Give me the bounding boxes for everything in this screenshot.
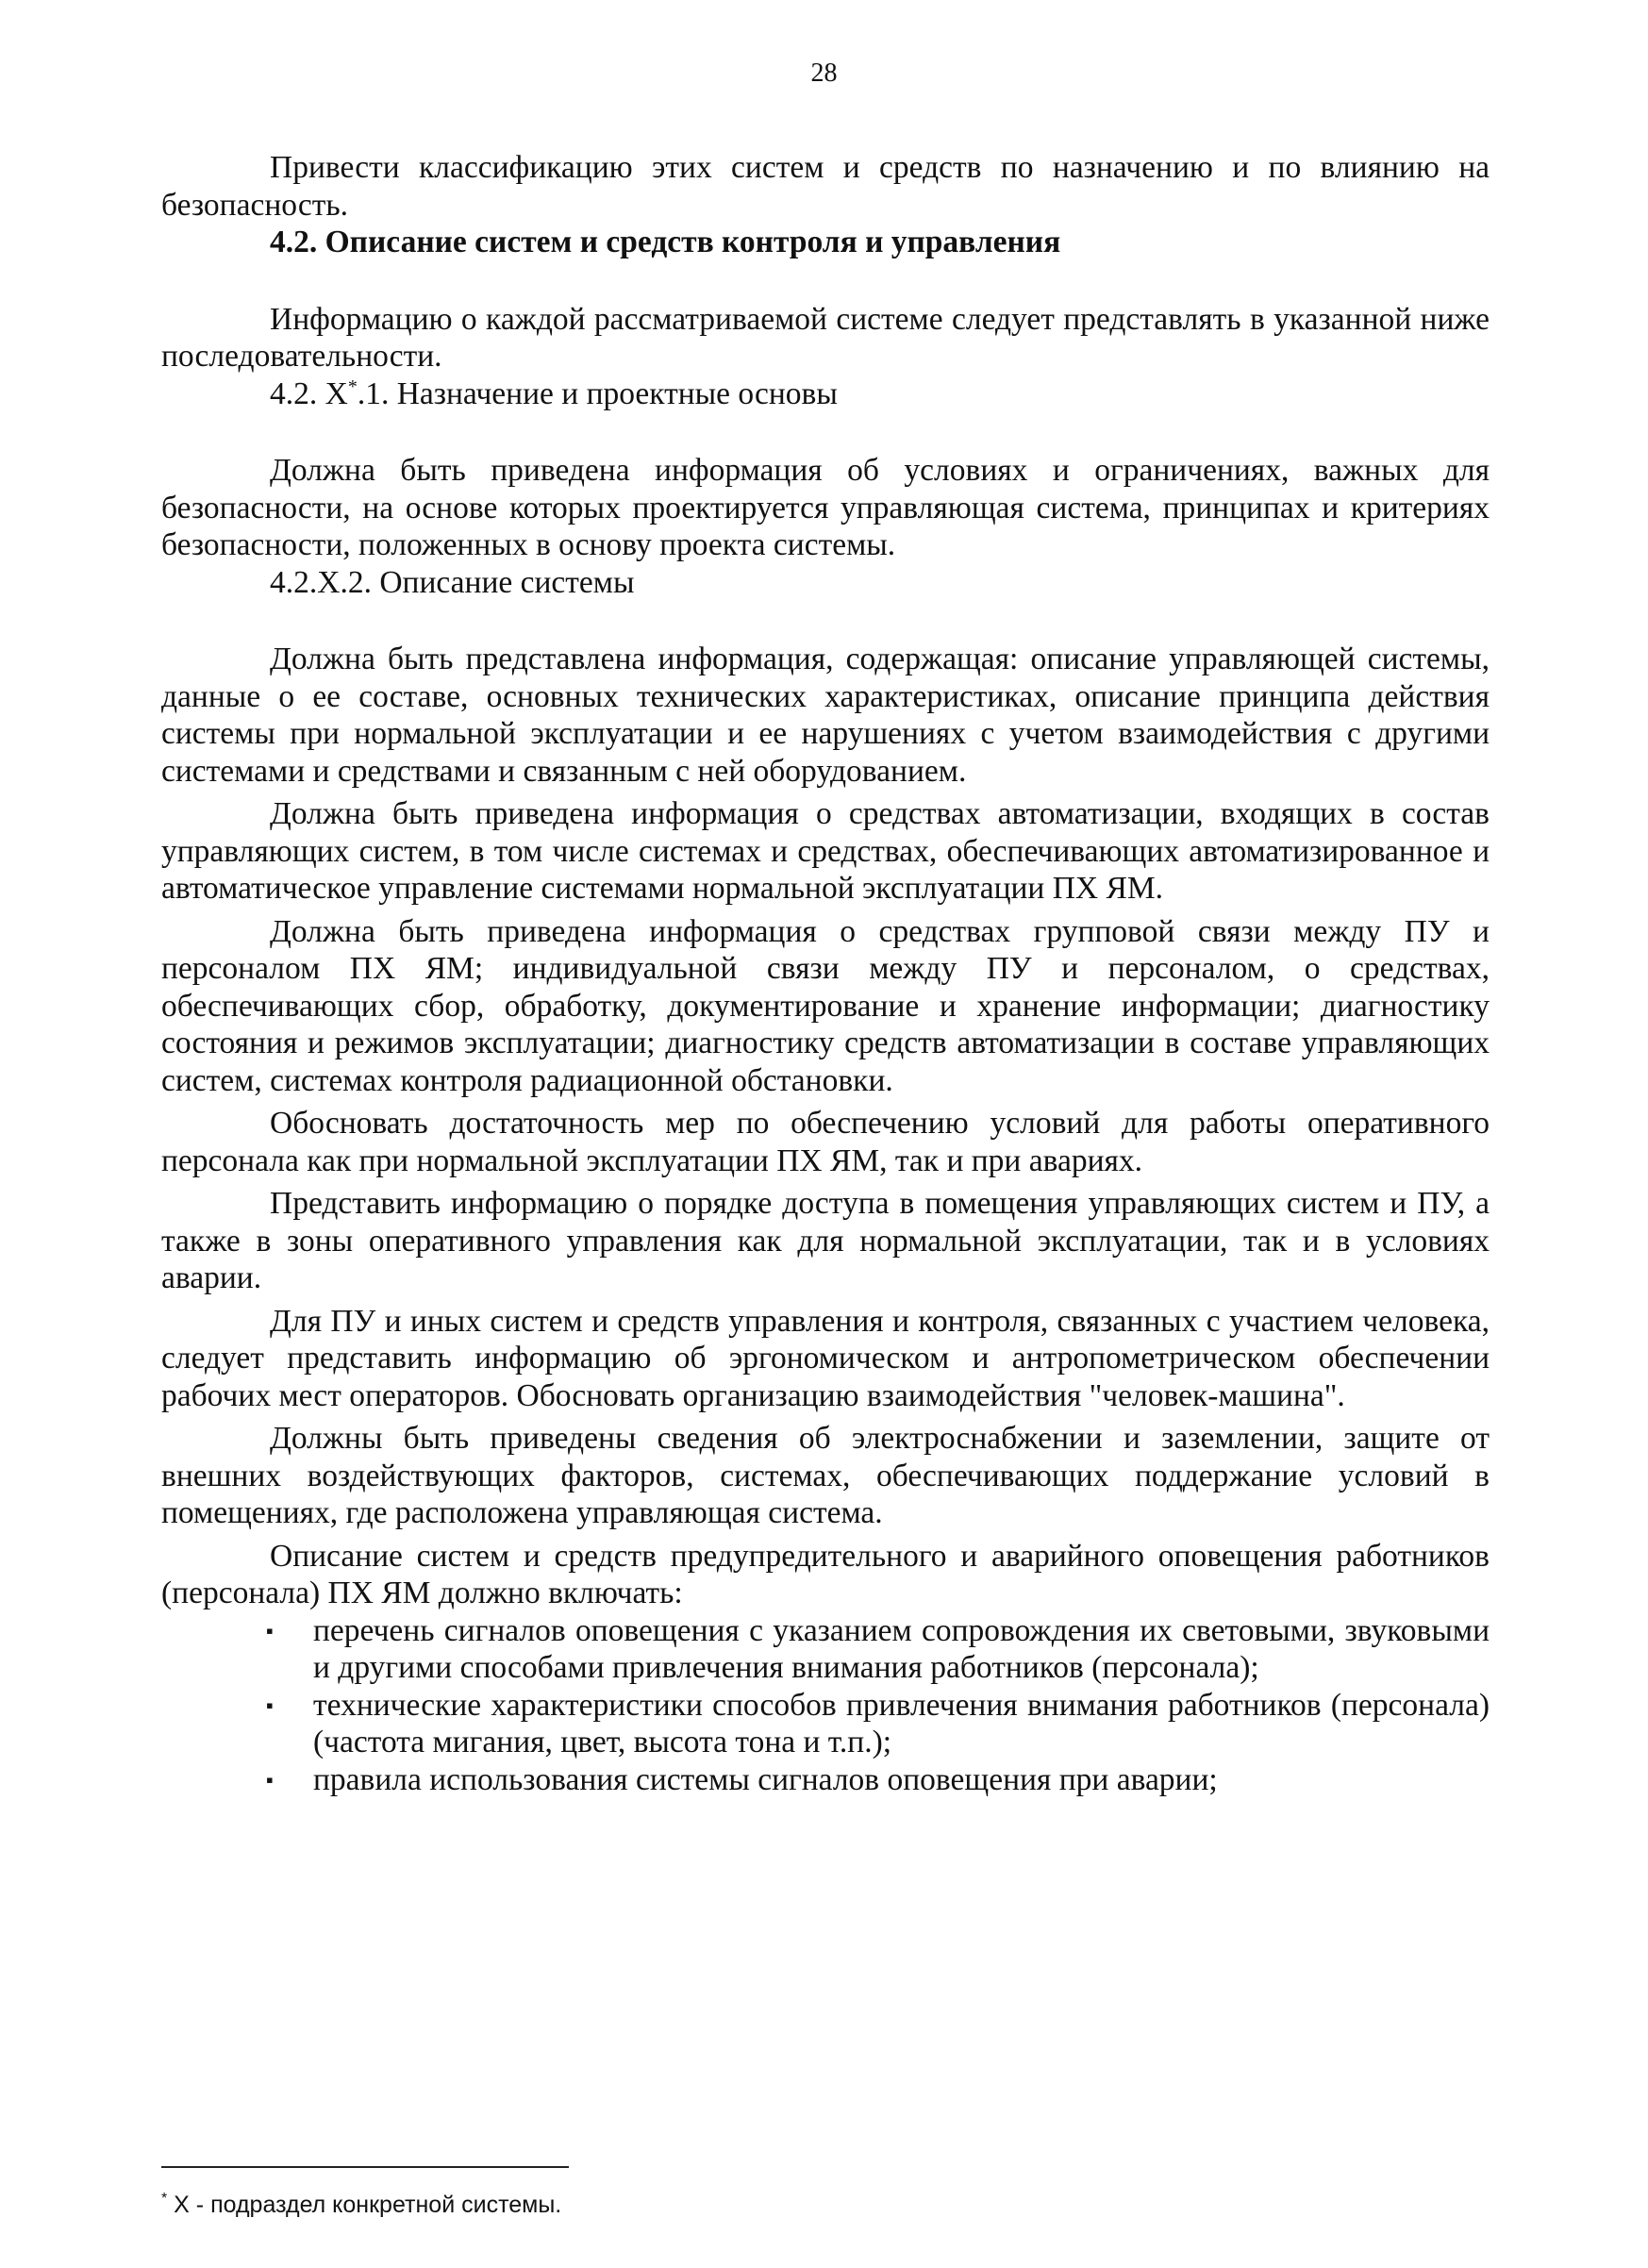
bullet-icon: ▪ bbox=[266, 1767, 274, 1792]
ergonomics-paragraph: Для ПУ и иных систем и средств управления и контроля, связанных с участием человека, следует представить информацию об эргономическом и антропометрическом обеспечении рабочих мест операторов. Обосновать организацию взаимодействия "человек-машина". bbox=[161, 1303, 1490, 1413]
bullet-icon: ▪ bbox=[266, 1618, 274, 1643]
page-number: 28 bbox=[810, 58, 838, 88]
footnote-mark: * bbox=[161, 2191, 168, 2207]
subsection-title: .1. Назначение и проектные основы bbox=[357, 375, 838, 411]
alert-systems-paragraph: Описание систем и средств предупредительного и аварийного оповещения работников (персонала) ПХ ЯМ должно включать: bbox=[161, 1538, 1490, 1610]
system-description-paragraph: Должна быть представлена информация, содержащая: описание управляющей системы, данные о ее составе, основных технических характеристиках, описание принципа действия системы при нормальной эксплуатации и ее нарушениях с учетом взаимодействия с другими системами и средствами и связанным с ней оборудованием. bbox=[161, 642, 1490, 789]
subsection-heading-description: 4.2.X.2. Описание системы bbox=[270, 564, 635, 600]
access-paragraph: Представить информацию о порядке доступа в помещения управляющих систем и ПУ, а также в зоны оперативного управления как для нормальной эксплуатации, так и в условиях аварии. bbox=[161, 1186, 1490, 1295]
subsection-number: 4.2. X bbox=[270, 375, 348, 411]
list-item-text: правила использования системы сигналов оповещения при аварии; bbox=[313, 1761, 1218, 1797]
purpose-paragraph: Должна быть приведена информация об условиях и ограничениях, важных для безопасности, на основе которых проектируется управляющая система, принципах и критериях безопасности, положенных в основу проекта системы. bbox=[161, 453, 1490, 562]
list-item-text: перечень сигналов оповещения с указанием сопровождения их световыми, звуковыми и другими способами привлечения внимания работников (персонала); bbox=[313, 1612, 1490, 1685]
list-item bbox=[161, 1761, 1490, 1799]
list-item bbox=[161, 1687, 1490, 1761]
footnote-text: X - подраздел конкретной системы. bbox=[167, 2192, 562, 2218]
alert-requirements-list bbox=[161, 1612, 1490, 1799]
automation-paragraph: Должна быть приведена информация о средствах автоматизации, входящих в состав управляющих систем, в том числе системах и средствах, обеспечивающих автоматизированное и автоматическое управление системами нормальной эксплуатации ПХ ЯМ. bbox=[161, 796, 1490, 906]
section-heading-4-2: 4.2. Описание систем и средств контроля и управления bbox=[270, 225, 1061, 259]
footnote-divider bbox=[161, 2166, 569, 2168]
communication-paragraph: Должна быть приведена информация о средствах групповой связи между ПУ и персоналом ПХ ЯМ; индивидуальной связи между ПУ и персоналом, о средствах, обеспечивающих сбор, обработку, документирование и хранение информации; диагностику состояния и режимов эксплуатации; диагностику средств автоматизации в составе управляющих систем, системах контроля радиационной обстановки. bbox=[161, 913, 1490, 1098]
list-item-text: технические характеристики способов привлечения внимания работников (персонала) (частота мигания, цвет, высота тона и т.п.); bbox=[313, 1687, 1490, 1759]
document-body bbox=[161, 149, 1490, 1798]
intro-paragraph: Привести классификацию этих систем и средств по назначению и по влиянию на безопасность. bbox=[161, 150, 1490, 223]
footnote bbox=[161, 2191, 561, 2219]
list-item bbox=[161, 1612, 1490, 1687]
footnote-reference-mark: * bbox=[347, 375, 358, 397]
power-supply-paragraph: Должны быть приведены сведения об электроснабжении и заземлении, защите от внешних воздействующих факторов, системах, обеспечивающих поддержание условий в помещениях, где расположена управляющая система. bbox=[161, 1421, 1490, 1530]
bullet-icon: ▪ bbox=[266, 1693, 274, 1717]
subsection-heading-purpose bbox=[161, 375, 1490, 413]
personnel-conditions-paragraph: Обосновать достаточность мер по обеспечению условий для работы оперативного персонала как при нормальной эксплуатации ПХ ЯМ, так и при авариях. bbox=[161, 1106, 1490, 1178]
sequence-paragraph: Информацию о каждой рассматриваемой системе следует представлять в указанной ниже последовательности. bbox=[161, 301, 1490, 374]
